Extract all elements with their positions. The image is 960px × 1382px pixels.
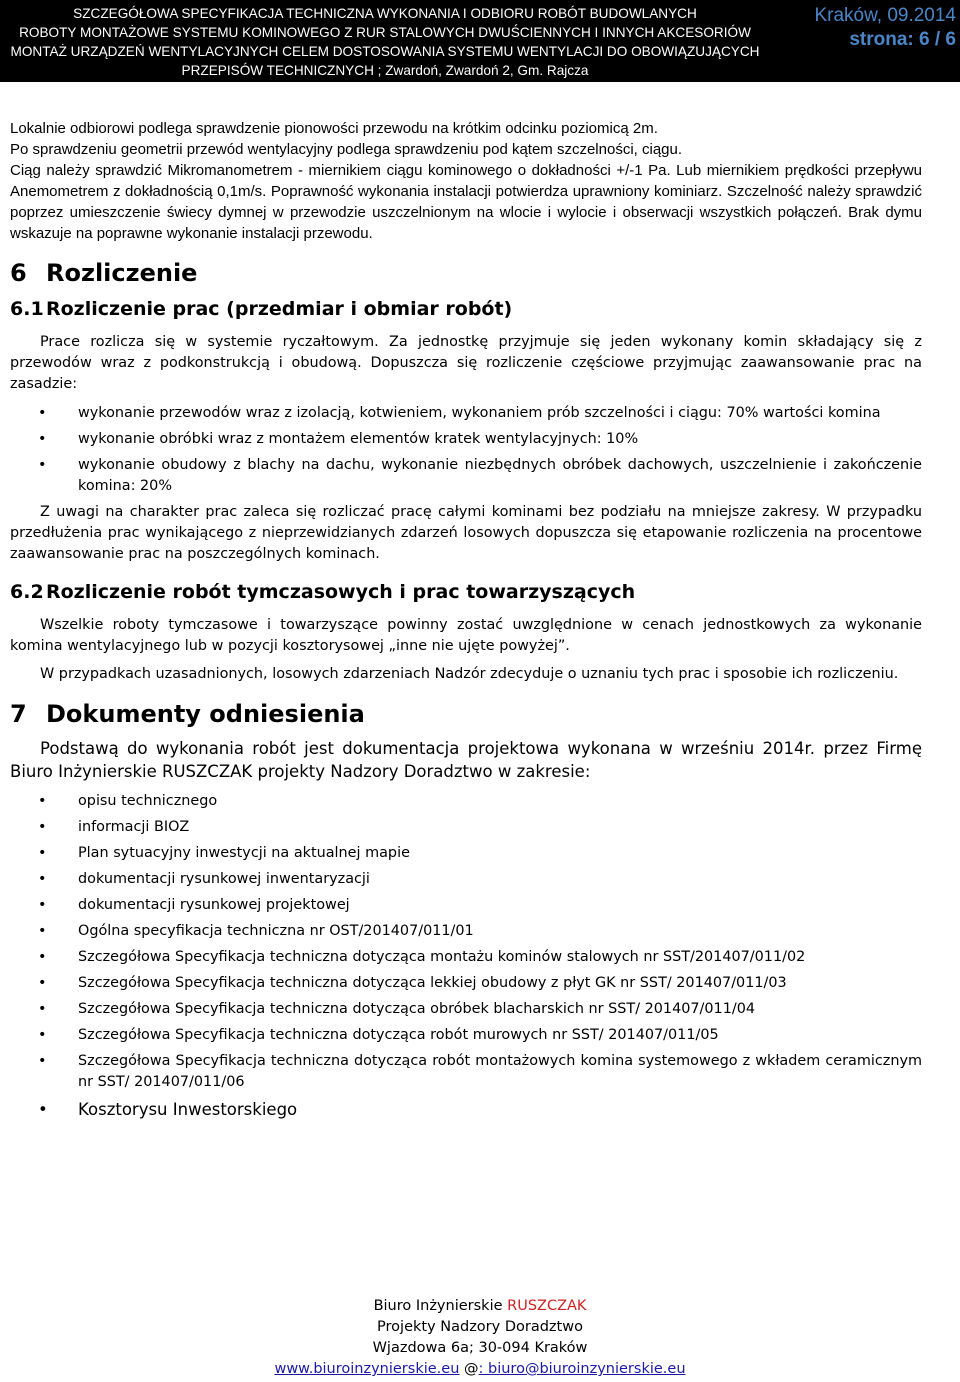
- section-number: 7: [10, 700, 27, 728]
- subsection-number: 6.1: [10, 298, 44, 320]
- bullet-list: [10, 791, 922, 1121]
- paragraph: W przypadkach uzasadnionych, losowych zdarzeniach Nadzór zdecyduje o uznaniu tych prac i sposobie ich rozliczeniu.: [40, 666, 899, 682]
- paragraph: Po sprawdzeniu geometrii przewód wentylacyjny podlega sprawdzeniu pod kątem szczelności, ciągu.: [10, 141, 683, 158]
- contact-line: [0, 1359, 960, 1380]
- document-body: [10, 118, 922, 1126]
- paragraph: Z uwagi na charakter prac zaleca się rozliczać pracę całymi kominami bez podziału na mniejsze zakresy. W przypadku przedłużenia prac wynikającego z nieprzewidzianych zdarzeń losowych dopuszcza się etapowanie rozliczenia na procentowe zaawansowanie prac na poszczególnych kominach.: [10, 504, 922, 562]
- paragraph: Prace rozlicza się w systemie ryczałtowym. Za jednostkę przyjmuje się jeden wykonany komin składający się z przewodów wraz z podkonstrukcją i obudową. Dopuszcza się rozliczenie częściowe przyjmując zaawansowanie prac na zasadzie:: [10, 334, 922, 392]
- header-line: SZCZEGÓŁOWA SPECYFIKACJA TECHNICZNA WYKONANIA I ODBIORU ROBÓT BUDOWLANYCH: [73, 6, 697, 21]
- list-item: • Kosztorysu Inwestorskiego: [10, 1098, 922, 1121]
- page-footer: [0, 1296, 960, 1380]
- website-link[interactable]: www.biuroinzynierskie.eu: [274, 1361, 460, 1377]
- company-name: RUSZCZAK: [507, 1298, 587, 1314]
- email-link[interactable]: : biuro@biuroinzynierskie.eu: [478, 1361, 686, 1377]
- list-item: • Szczegółowa Specyfikacja techniczna dotycząca montażu kominów stalowych nr SST/201407/011/02: [10, 947, 922, 968]
- document-date: Kraków, 09.2014: [814, 5, 956, 26]
- document-title: [0, 4, 770, 80]
- paragraph: Podstawą do wykonania robót jest dokumentacja projektowa wykonana w wrześniu 2014r. przez Firmę Biuro Inżynierskie RUSZCZAK projekty Nadzory Doradztwo w zakresie:: [10, 739, 922, 781]
- list-item: • Szczegółowa Specyfikacja techniczna dotycząca robót montażowych komina systemowego z wkładem ceramicznym nr SST/ 201407/011/06: [10, 1051, 922, 1093]
- paragraph: Ciąg należy sprawdzić Mikromanometrem - miernikiem ciągu kominowego o dokładności +/-1 Pa. Lub miernikiem prędkości przepływu Anemometrem z dokładnością 0,1m/s. Poprawność wykonania instalacji potwierdza uprawniony kominiarz. Szczelność należy sprawdzić poprzez umieszczenie świecy dymnej w przewodzie uszczelnionym na wlocie i wylocie i obserwacji wszystkich połączeń. Brak dymu wskazuje na poprawne wykonanie instalacji przewodu.: [10, 162, 922, 242]
- list-item: • wykonanie obudowy z blachy na dachu, wykonanie niezbędnych obróbek dachowych, uszczelnienie i zakończenie komina: 20%: [10, 455, 922, 497]
- list-item: • Plan sytuacyjny inwestycji na aktualnej mapie: [10, 843, 922, 864]
- paragraph: Lokalnie odbiorowi podlega sprawdzenie pionowości przewodu na krótkim odcinku poziomicą 2m.: [10, 120, 658, 137]
- section-heading-7: [10, 699, 922, 729]
- subsection-heading-6-1: [10, 296, 922, 322]
- header-line: ROBOTY MONTAŻOWE SYSTEMU KOMINOWEGO Z RUR STALOWYCH DWUŚCIENNYCH I INNYCH AKCESORIÓW: [19, 25, 751, 40]
- subsection-title: Rozliczenie prac (przedmiar i obmiar robót): [46, 298, 513, 320]
- company-prefix: Biuro Inżynierskie: [373, 1298, 508, 1314]
- section-title: Dokumenty odniesienia: [46, 700, 365, 728]
- company-tagline: Projekty Nadzory Doradztwo: [377, 1319, 583, 1335]
- company-line: [0, 1296, 960, 1317]
- email-prefix: @: [459, 1361, 479, 1377]
- subsection-heading-6-2: [10, 579, 922, 605]
- list-item: • dokumentacji rysunkowej inwentaryzacji: [10, 869, 922, 890]
- list-item: • Szczegółowa Specyfikacja techniczna dotycząca obróbek blacharskich nr SST/ 201407/011/04: [10, 999, 922, 1020]
- header-line: PRZEPISÓW TECHNICZNYCH ; Zwardoń, Zwardoń 2, Gm. Rajcza: [181, 63, 589, 78]
- page-header: [0, 0, 960, 82]
- subsection-title: Rozliczenie robót tymczasowych i prac towarzyszących: [46, 581, 636, 603]
- section-number: 6: [10, 259, 27, 287]
- header-meta: [814, 4, 956, 52]
- list-item: • Szczegółowa Specyfikacja techniczna dotycząca robót murowych nr SST/ 201407/011/05: [10, 1025, 922, 1046]
- bullet-list: [10, 403, 922, 497]
- section-heading-6: [10, 258, 922, 288]
- list-item: • wykonanie obróbki wraz z montażem elementów kratek wentylacyjnych: 10%: [10, 429, 922, 450]
- list-item: • wykonanie przewodów wraz z izolacją, kotwieniem, wykonaniem prób szczelności i ciągu: 70% wartości komina: [10, 403, 922, 424]
- list-item: • opisu technicznego: [10, 791, 922, 812]
- page-number: strona: 6 / 6: [849, 29, 956, 50]
- company-address: Wjazdowa 6a; 30-094 Kraków: [372, 1340, 588, 1356]
- list-item: • Ogólna specyfikacja techniczna nr OST/201407/011/01: [10, 921, 922, 942]
- paragraph: Wszelkie roboty tymczasowe i towarzyszące powinny zostać uwzględnione w cenach jednostkowych za wykonanie komina wentylacyjnego lub w pozycji kosztorysowej „inne nie ujęte powyżej”.: [10, 617, 922, 654]
- list-item: • informacji BIOZ: [10, 817, 922, 838]
- header-line: MONTAŻ URZĄDZEŃ WENTYLACYJNYCH CELEM DOSTOSOWANIA SYSTEMU WENTYLACJI DO OBOWIĄZUJĄCYCH: [10, 44, 760, 59]
- subsection-number: 6.2: [10, 581, 44, 603]
- section-title: Rozliczenie: [46, 259, 198, 287]
- list-item: • dokumentacji rysunkowej projektowej: [10, 895, 922, 916]
- list-item: • Szczegółowa Specyfikacja techniczna dotycząca lekkiej obudowy z płyt GK nr SST/ 201407/011/03: [10, 973, 922, 994]
